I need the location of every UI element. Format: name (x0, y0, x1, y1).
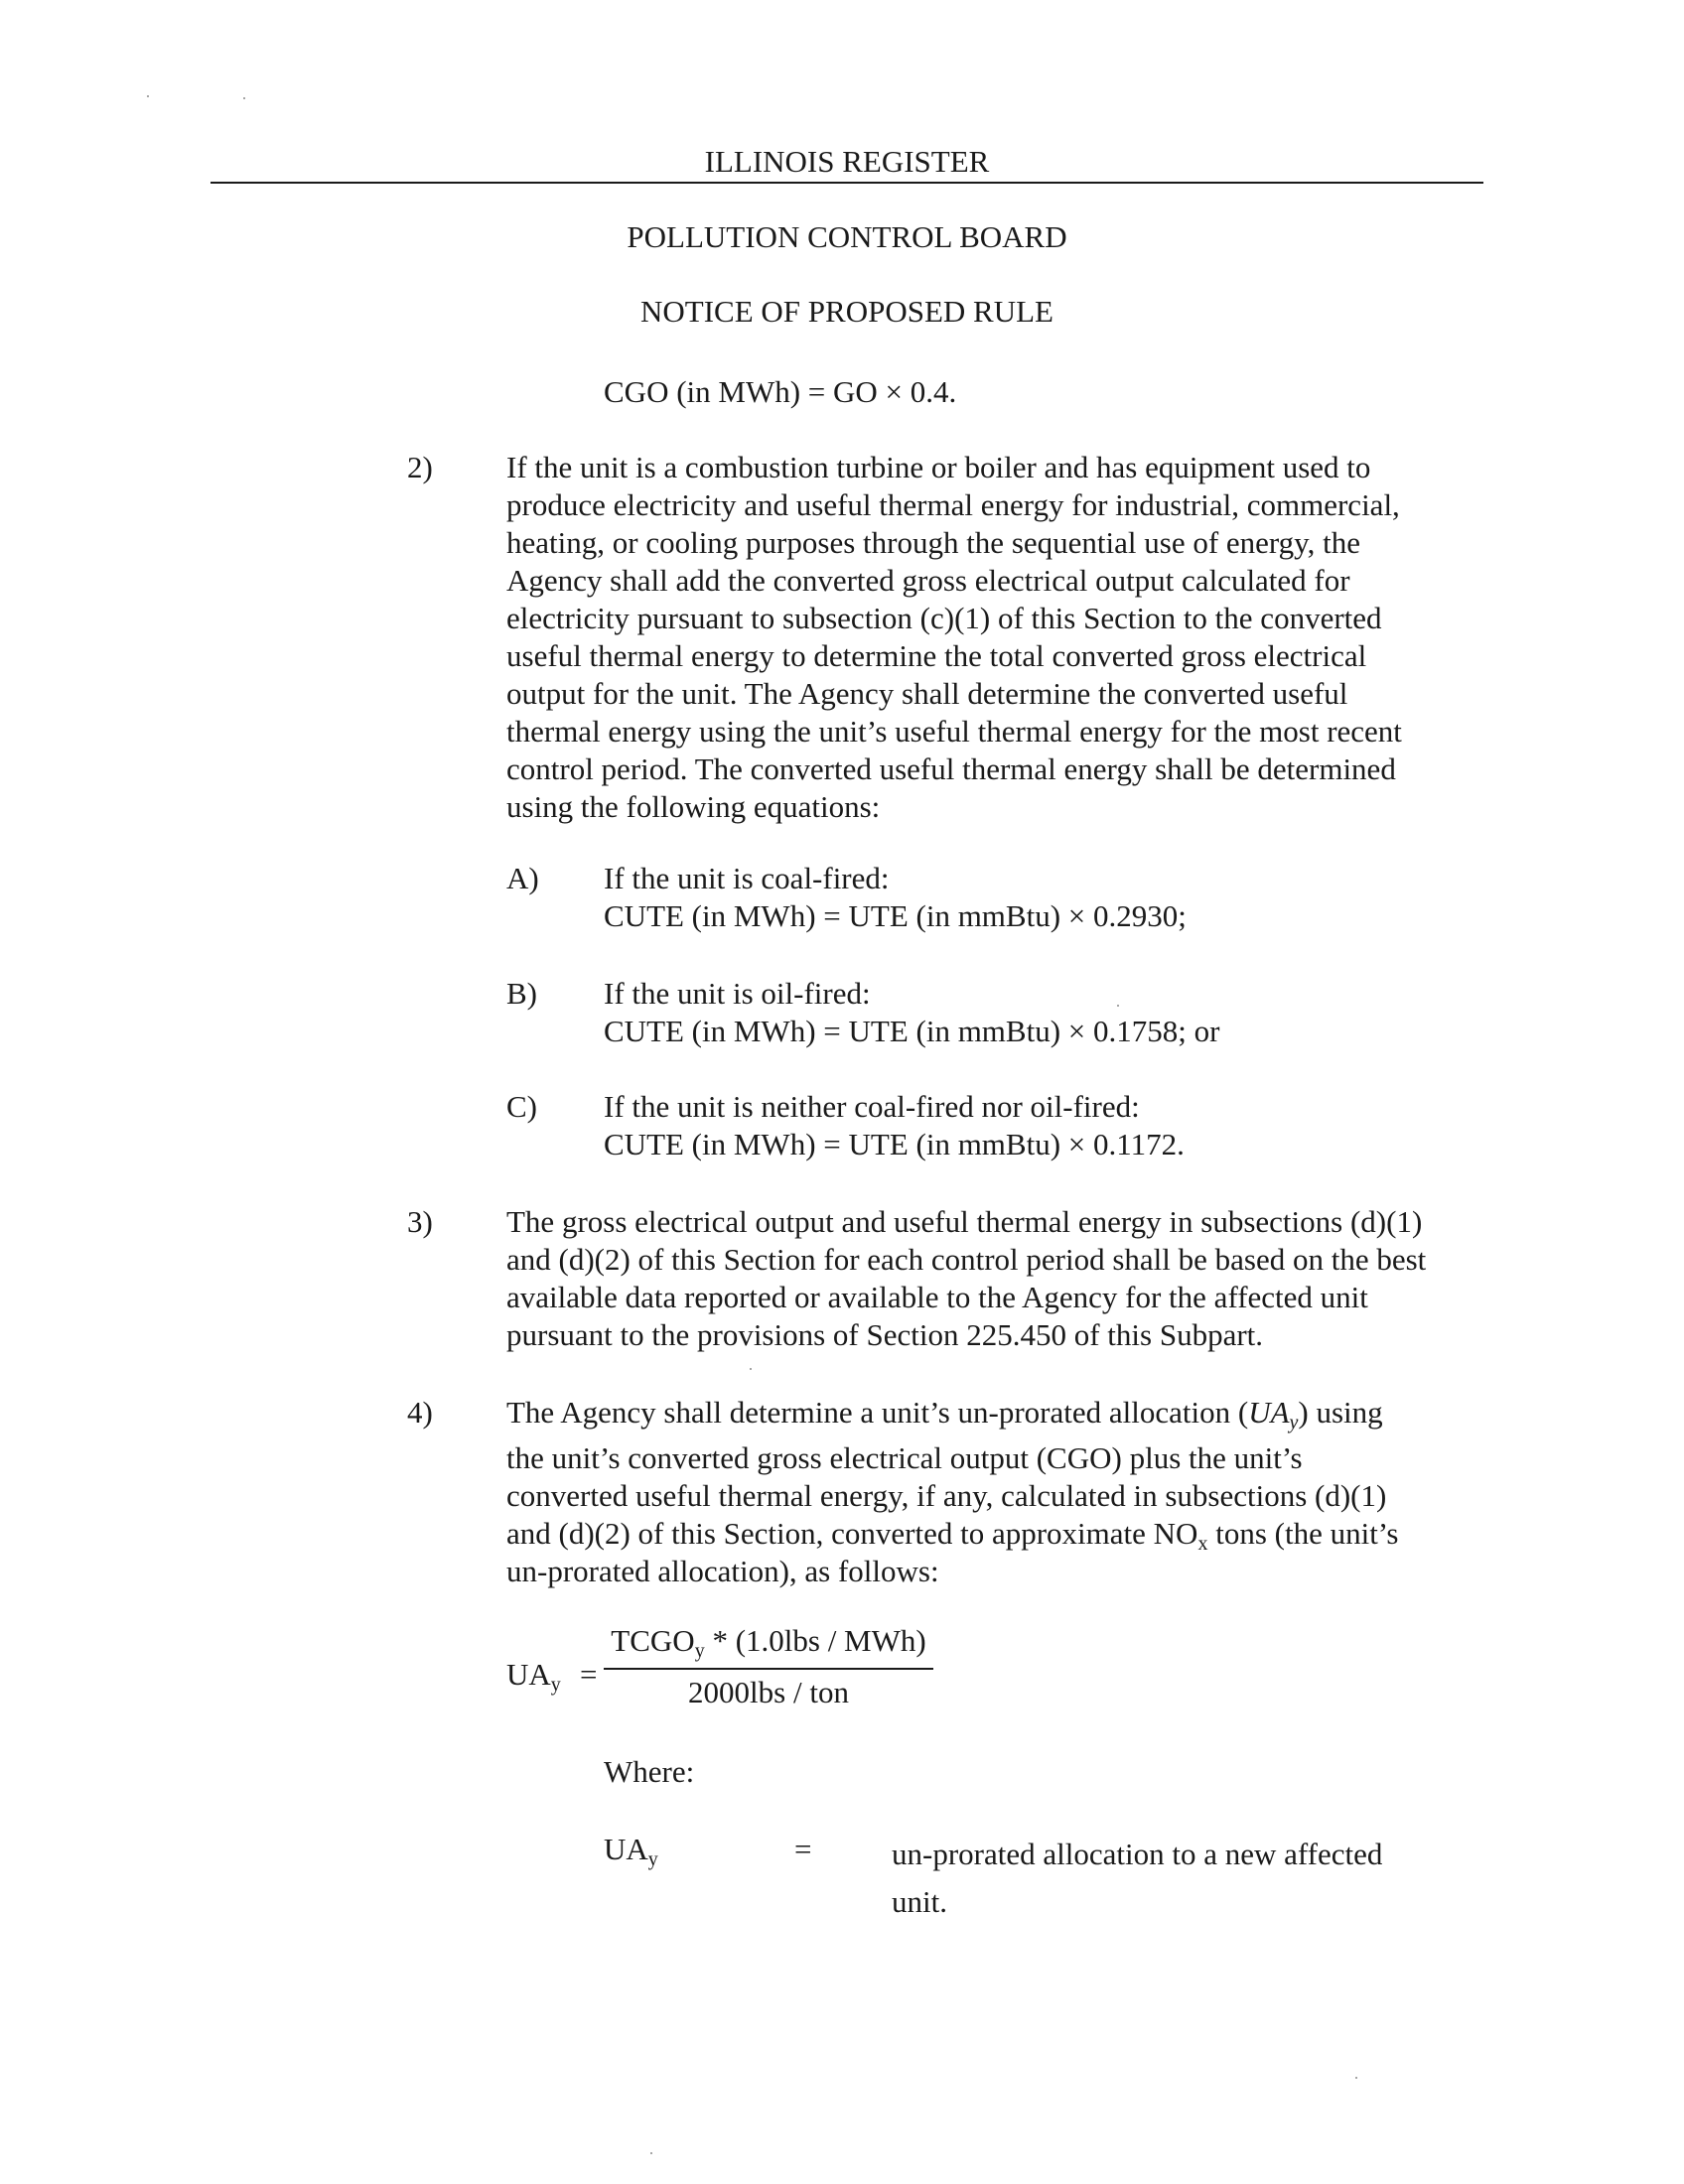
sub-a-label: A) (506, 861, 539, 895)
scan-speck (750, 1368, 752, 1370)
sub-b-label: B) (506, 976, 537, 1011)
para2-text (506, 449, 1484, 826)
formula-equals: = (580, 1657, 598, 1692)
register-title: ILLINOIS REGISTER (704, 144, 990, 179)
text-line (506, 1394, 1484, 1432)
sub-c-label: C) (506, 1089, 537, 1124)
formula-denominator: 2000lbs / ton (688, 1675, 849, 1709)
where-term (604, 1831, 658, 1868)
text-line: If the unit is coal-fired: (604, 861, 890, 895)
text-line: un-prorated allocation), as follows: (506, 1554, 939, 1588)
nox-subscript: x (1197, 1533, 1208, 1555)
cute-equation: CUTE (in MWh) = UTE (in mmBtu) × 0.2930; (604, 898, 1187, 933)
cgo-equation: CGO (in MWh) = GO × 0.4. (604, 374, 957, 409)
text-line: heating, or cooling purposes through the sequential use of energy, the (506, 525, 1361, 560)
text-line: produce electricity and useful thermal energy for industrial, commercial, (506, 487, 1400, 522)
formula-lhs (506, 1656, 561, 1694)
fraction-bar (604, 1668, 933, 1670)
text-line: If the unit is a combustion turbine or boiler and has equipment used to (506, 450, 1371, 484)
text-span: The Agency shall determine a unit’s un-prorated allocation ( (506, 1395, 1249, 1430)
para3-text (506, 1203, 1484, 1354)
where-definition (892, 1831, 1448, 1926)
numerator-rest: * (1.0lbs / MWh) (704, 1623, 926, 1658)
text-line: If the unit is neither coal-fired nor oil-fired: (604, 1089, 1140, 1124)
text-line: pursuant to the provisions of Section 225.450 of this Subpart. (506, 1317, 1264, 1352)
para3-number: 3) (407, 1204, 433, 1239)
where-equals: = (794, 1832, 812, 1866)
header-rule (210, 182, 1483, 184)
text-line: electricity pursuant to subsection (c)(1) of this Section to the converted (506, 601, 1382, 635)
para2-number: 2) (407, 450, 433, 484)
board-title: POLLUTION CONTROL BOARD (627, 219, 1067, 254)
sub-b-text (604, 975, 1477, 1050)
ua-subscript: y (1289, 1412, 1299, 1433)
cute-equation: CUTE (in MWh) = UTE (in mmBtu) × 0.1758; or (604, 1014, 1220, 1048)
scan-speck (1355, 2077, 1357, 2079)
scan-speck (243, 97, 245, 99)
cute-equation: CUTE (in MWh) = UTE (in mmBtu) × 0.1172. (604, 1127, 1185, 1161)
text-line: and (d)(2) of this Section for each control period shall be based on the best (506, 1242, 1427, 1277)
where-term-sub: y (647, 1848, 658, 1870)
numerator-sub: y (694, 1640, 705, 1662)
text-line: available data reported or available to the Agency for the affected unit (506, 1280, 1368, 1314)
where-term-main: UA (604, 1832, 648, 1866)
text-line (506, 1515, 1484, 1553)
text-line: The gross electrical output and useful thermal energy in subsections (d)(1) (506, 1204, 1423, 1239)
text-line: Agency shall add the converted gross electrical output calculated for (506, 563, 1350, 598)
sub-a-text (604, 860, 1477, 935)
where-label: Where: (604, 1754, 695, 1789)
notice-title: NOTICE OF PROPOSED RULE (640, 294, 1053, 329)
formula-lhs-main: UA (506, 1657, 551, 1692)
text-line: output for the unit. The Agency shall determine the converted useful (506, 676, 1348, 711)
sub-c-text (604, 1088, 1477, 1163)
text-span: ) using (1298, 1395, 1383, 1430)
scan-speck (147, 95, 149, 97)
formula-numerator (604, 1622, 933, 1660)
text-line: the unit’s converted gross electrical output (CGO) plus the unit’s (506, 1440, 1303, 1475)
text-line: control period. The converted useful thermal energy shall be determined (506, 751, 1396, 786)
formula-lhs-sub: y (550, 1674, 561, 1696)
scan-speck (650, 2152, 652, 2154)
text-line: useful thermal energy to determine the total converted gross electrical (506, 638, 1367, 673)
text-line: converted useful thermal energy, if any, calculated in subsections (d)(1) (506, 1478, 1387, 1513)
numerator-main: TCGO (611, 1623, 695, 1658)
text-line: using the following equations: (506, 789, 881, 824)
text-line: unit. (892, 1884, 947, 1919)
text-span: tons (the unit’s (1207, 1516, 1399, 1551)
para4-number: 4) (407, 1395, 433, 1430)
text-line: un-prorated allocation to a new affected (892, 1837, 1383, 1871)
para4-text (506, 1394, 1484, 1590)
text-line: thermal energy using the unit’s useful thermal energy for the most recent (506, 714, 1402, 749)
ua-variable: UA (1248, 1395, 1290, 1430)
text-line: If the unit is oil-fired: (604, 976, 871, 1011)
text-span: and (d)(2) of this Section, converted to approximate NO (506, 1516, 1198, 1551)
